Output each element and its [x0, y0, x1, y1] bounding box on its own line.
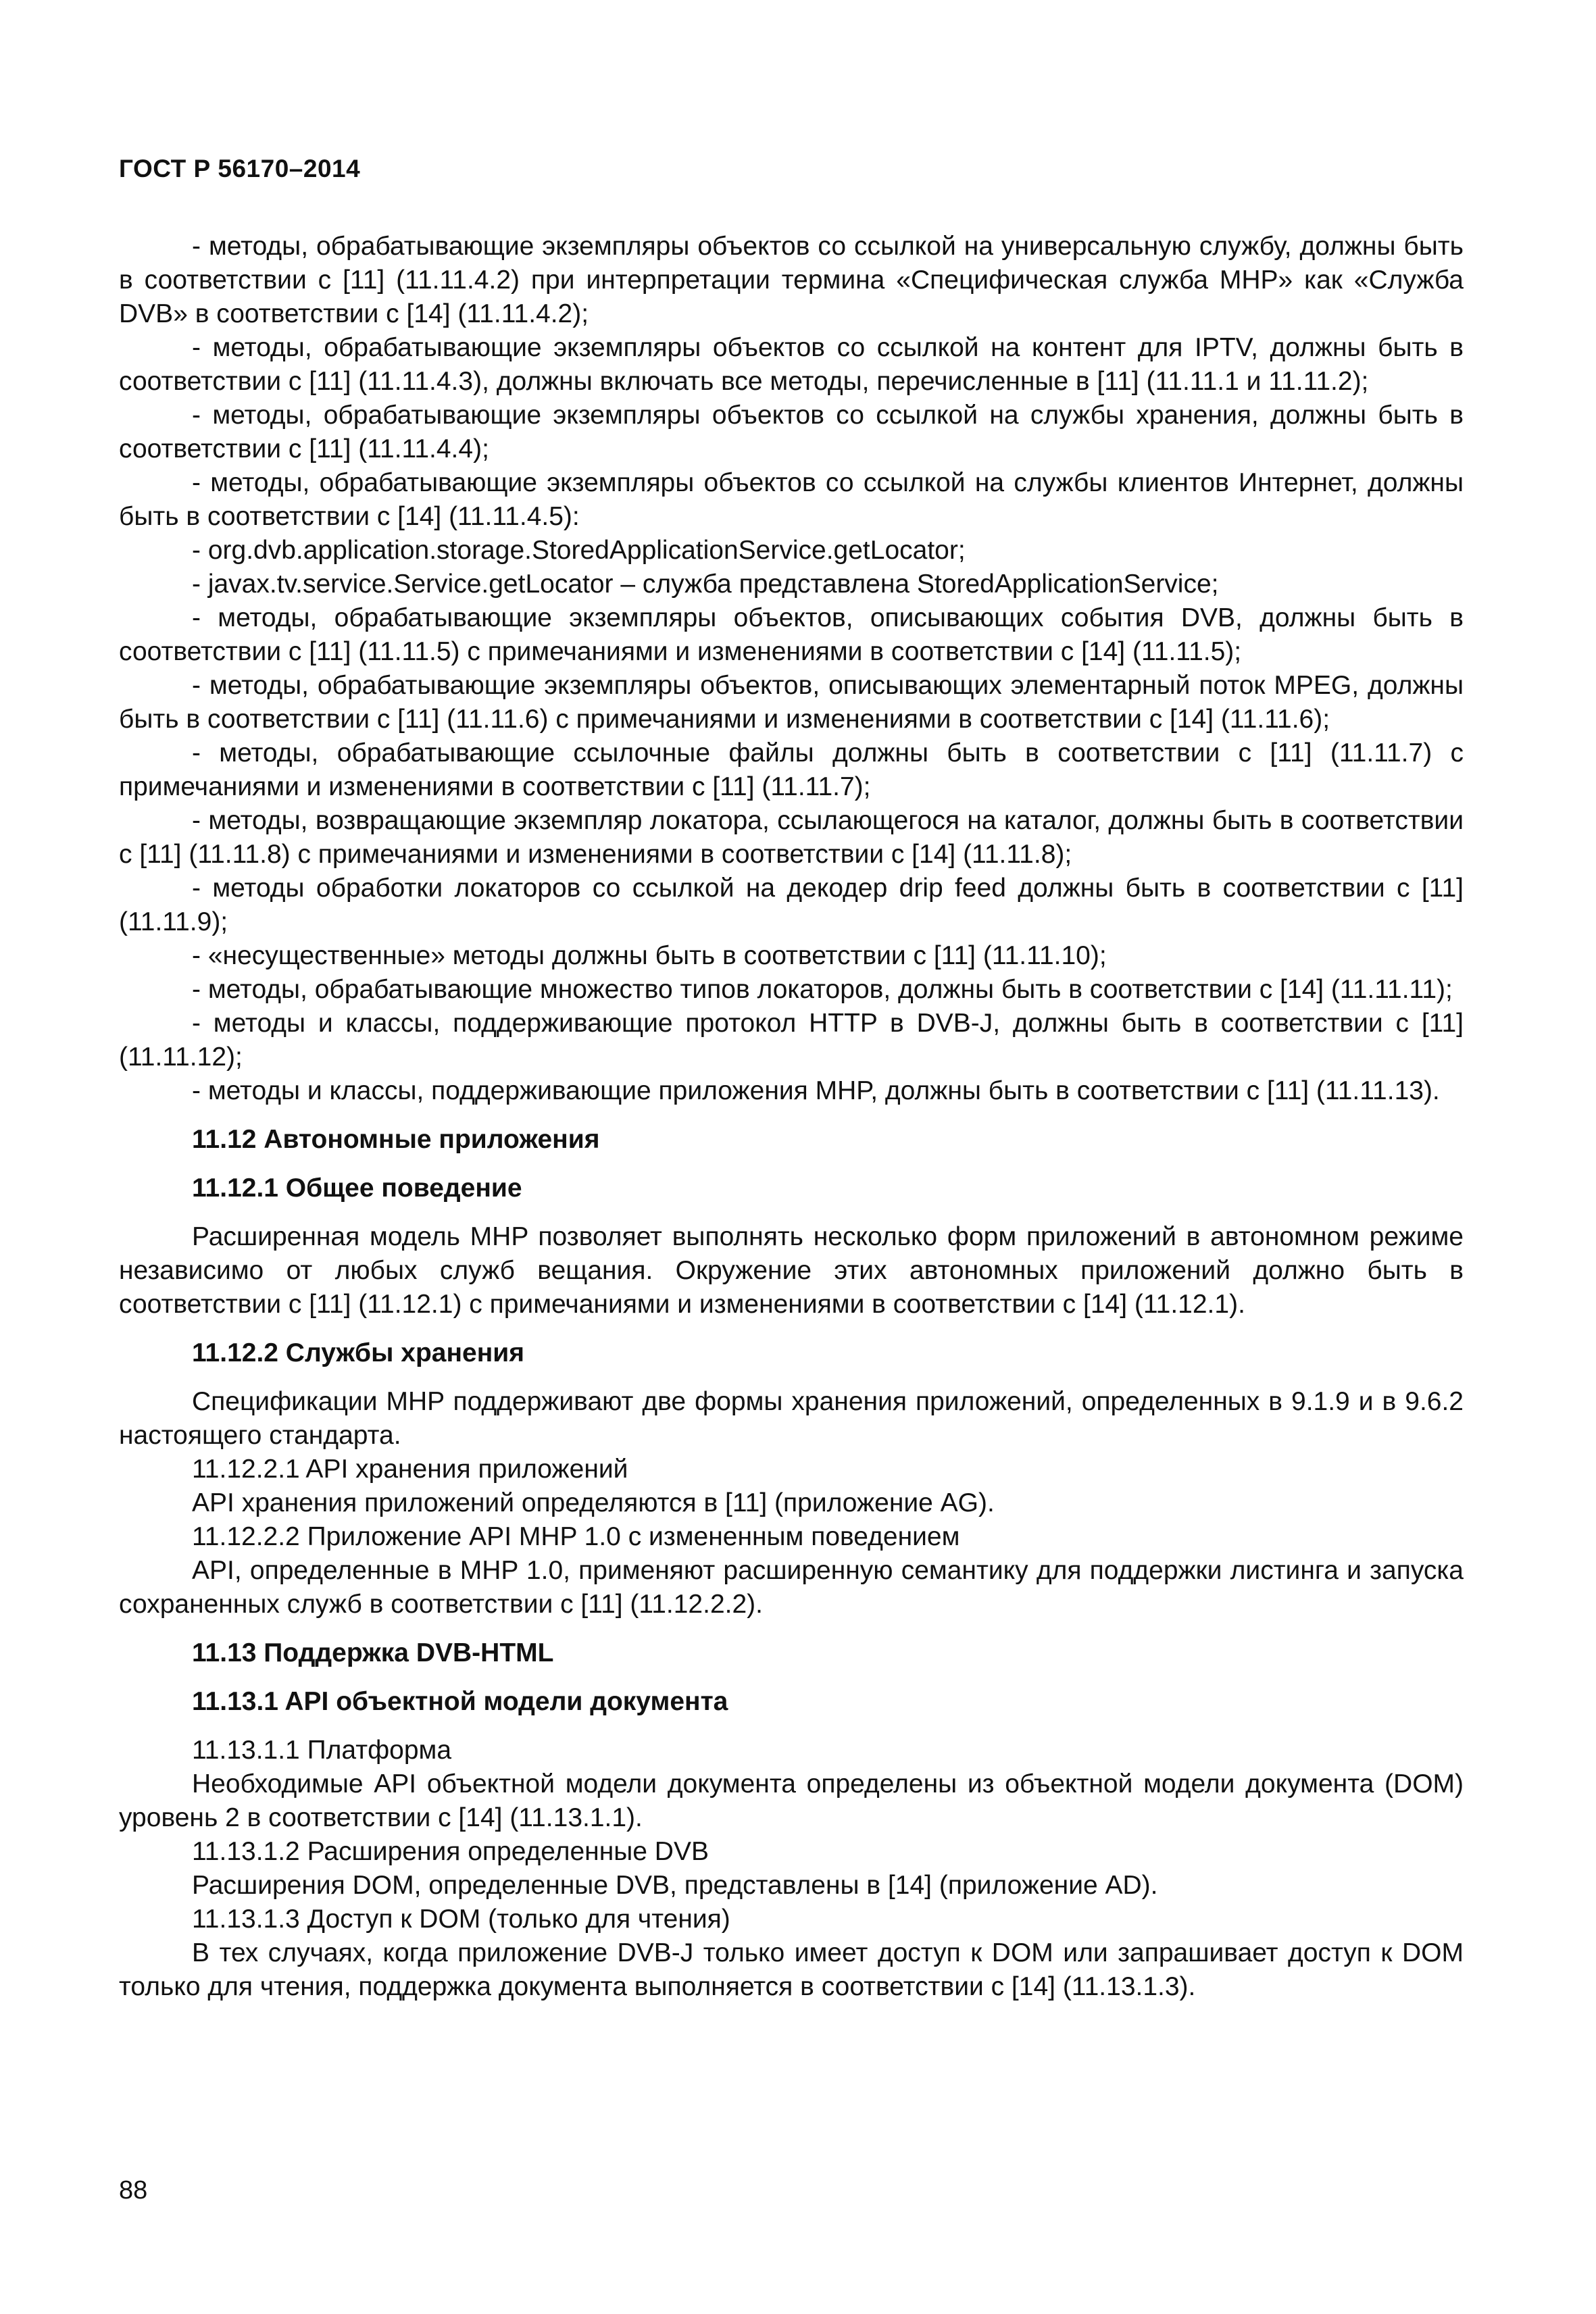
page-number: 88 — [119, 2176, 148, 2205]
page-content — [119, 230, 1464, 2004]
paragraph: Необходимые API объектной модели документа определены из объектной модели документа (DOM) уровень 2 в соответствии с [14] (11.13.1.1). — [119, 1769, 1464, 1832]
paragraph: Спецификации MHP поддерживают две формы хранения приложений, определенных в 9.1.9 и в 9.6.2 настоящего стандарта. — [119, 1387, 1464, 1450]
clause-title: 11.12.2.1 API хранения приложений — [192, 1455, 628, 1484]
list-item: - методы, обрабатывающие экземпляры объектов со ссылкой на контент для IPTV, должны быть в соответствии с [11] (11.11.4.3), должны включать все методы, перечисленные в [11] (11.11.1 и 11.11.2); — [119, 333, 1464, 396]
list-item: - методы, обрабатывающие ссылочные файлы должны быть в соответствии с [11] (11.11.7) с примечаниями и изменениями в соответствии с [11] (11.11.7); — [119, 738, 1464, 801]
list-item: - org.dvb.application.storage.StoredApplicationService.getLocator; — [192, 536, 966, 565]
list-item: - методы, обрабатывающие экземпляры объектов, описывающих элементарный поток MPEG, должны быть в соответствии с [11] (11.11.6) с примечаниями и изменениями в соответствии с [14] (11.11.6); — [119, 671, 1464, 734]
section-heading-11-12: 11.12 Автономные приложения — [192, 1125, 600, 1154]
paragraph: API хранения приложений определяются в [11] (приложение AG). — [192, 1488, 995, 1517]
list-item: - javax.tv.service.Service.getLocator – служба представлена StoredApplicationService; — [192, 570, 1219, 599]
list-item: - методы, обрабатывающие множество типов локаторов, должны быть в соответствии с [14] (11.11.11); — [192, 975, 1453, 1004]
clause-title: 11.13.1.3 Доступ к DOM (только для чтения) — [192, 1905, 730, 1934]
paragraph: API, определенные в MHP 1.0, применяют расширенную семантику для поддержки листинга и запуска сохраненных служб в соответствии с [11] (11.12.2.2). — [119, 1556, 1464, 1619]
list-item: - методы, возвращающие экземпляр локатора, ссылающегося на каталог, должны быть в соответствии с [11] (11.11.8) с примечаниями и изменениями в соответствии с [14] (11.11.8); — [119, 806, 1464, 869]
paragraph: В тех случаях, когда приложение DVB-J только имеет доступ к DOM или запрашивает доступ к DOM только для чтения, поддержка документа выполняется в соответствии с [14] (11.13.1.3). — [119, 1938, 1464, 2001]
list-item: - методы и классы, поддерживающие приложения MHP, должны быть в соответствии с [11] (11.11.13). — [192, 1076, 1440, 1105]
paragraph: Расширения DOM, определенные DVB, представлены в [14] (приложение AD). — [192, 1871, 1158, 1900]
section-heading-11-12-2: 11.12.2 Службы хранения — [192, 1338, 525, 1367]
section-heading-11-13-1: 11.13.1 API объектной модели документа — [192, 1687, 728, 1716]
paragraph: Расширенная модель MHP позволяет выполнять несколько форм приложений в автономном режиме независимо от любых служб вещания. Окружение этих автономных приложений должно быть в соответствии с [11] (11.12.1) с примечаниями и изменениями в соответствии с [14] (11.12.1). — [119, 1222, 1464, 1319]
list-item: - методы, обрабатывающие экземпляры объектов со ссылкой на универсальную службу, должны быть в соответствии с [11] (11.11.4.2) при интерпретации термина «Специфическая служба MHP» как «Служба DVB» в соответствии с [14] (11.11.4.2); — [119, 232, 1464, 328]
clause-title: 11.13.1.2 Расширения определенные DVB — [192, 1837, 709, 1866]
standard-code-header: ГОСТ Р 56170–2014 — [119, 155, 361, 182]
list-item: - методы обработки локаторов со ссылкой на декодер drip feed должны быть в соответствии с [11] (11.11.9); — [119, 874, 1464, 936]
section-heading-11-12-1: 11.12.1 Общее поведение — [192, 1174, 522, 1203]
list-item: - методы, обрабатывающие экземпляры объектов со ссылкой на службы хранения, должны быть в соответствии с [11] (11.11.4.4); — [119, 401, 1464, 463]
list-item: - методы, обрабатывающие экземпляры объектов со ссылкой на службы клиентов Интернет, должны быть в соответствии с [14] (11.11.4.5): — [119, 468, 1464, 531]
section-heading-11-13: 11.13 Поддержка DVB-HTML — [192, 1638, 554, 1667]
list-item: - методы и классы, поддерживающие протокол HTTP в DVB-J, должны быть в соответствии с [11] (11.11.12); — [119, 1009, 1464, 1072]
list-item: - методы, обрабатывающие экземпляры объектов, описывающих события DVB, должны быть в соответствии с [11] (11.11.5) с примечаниями и изменениями в соответствии с [14] (11.11.5); — [119, 603, 1464, 666]
clause-title: 11.12.2.2 Приложение API MHP 1.0 с измененным поведением — [192, 1522, 960, 1551]
clause-title: 11.13.1.1 Платформа — [192, 1736, 452, 1765]
list-item: - «несущественные» методы должны быть в соответствии с [11] (11.11.10); — [192, 941, 1107, 970]
